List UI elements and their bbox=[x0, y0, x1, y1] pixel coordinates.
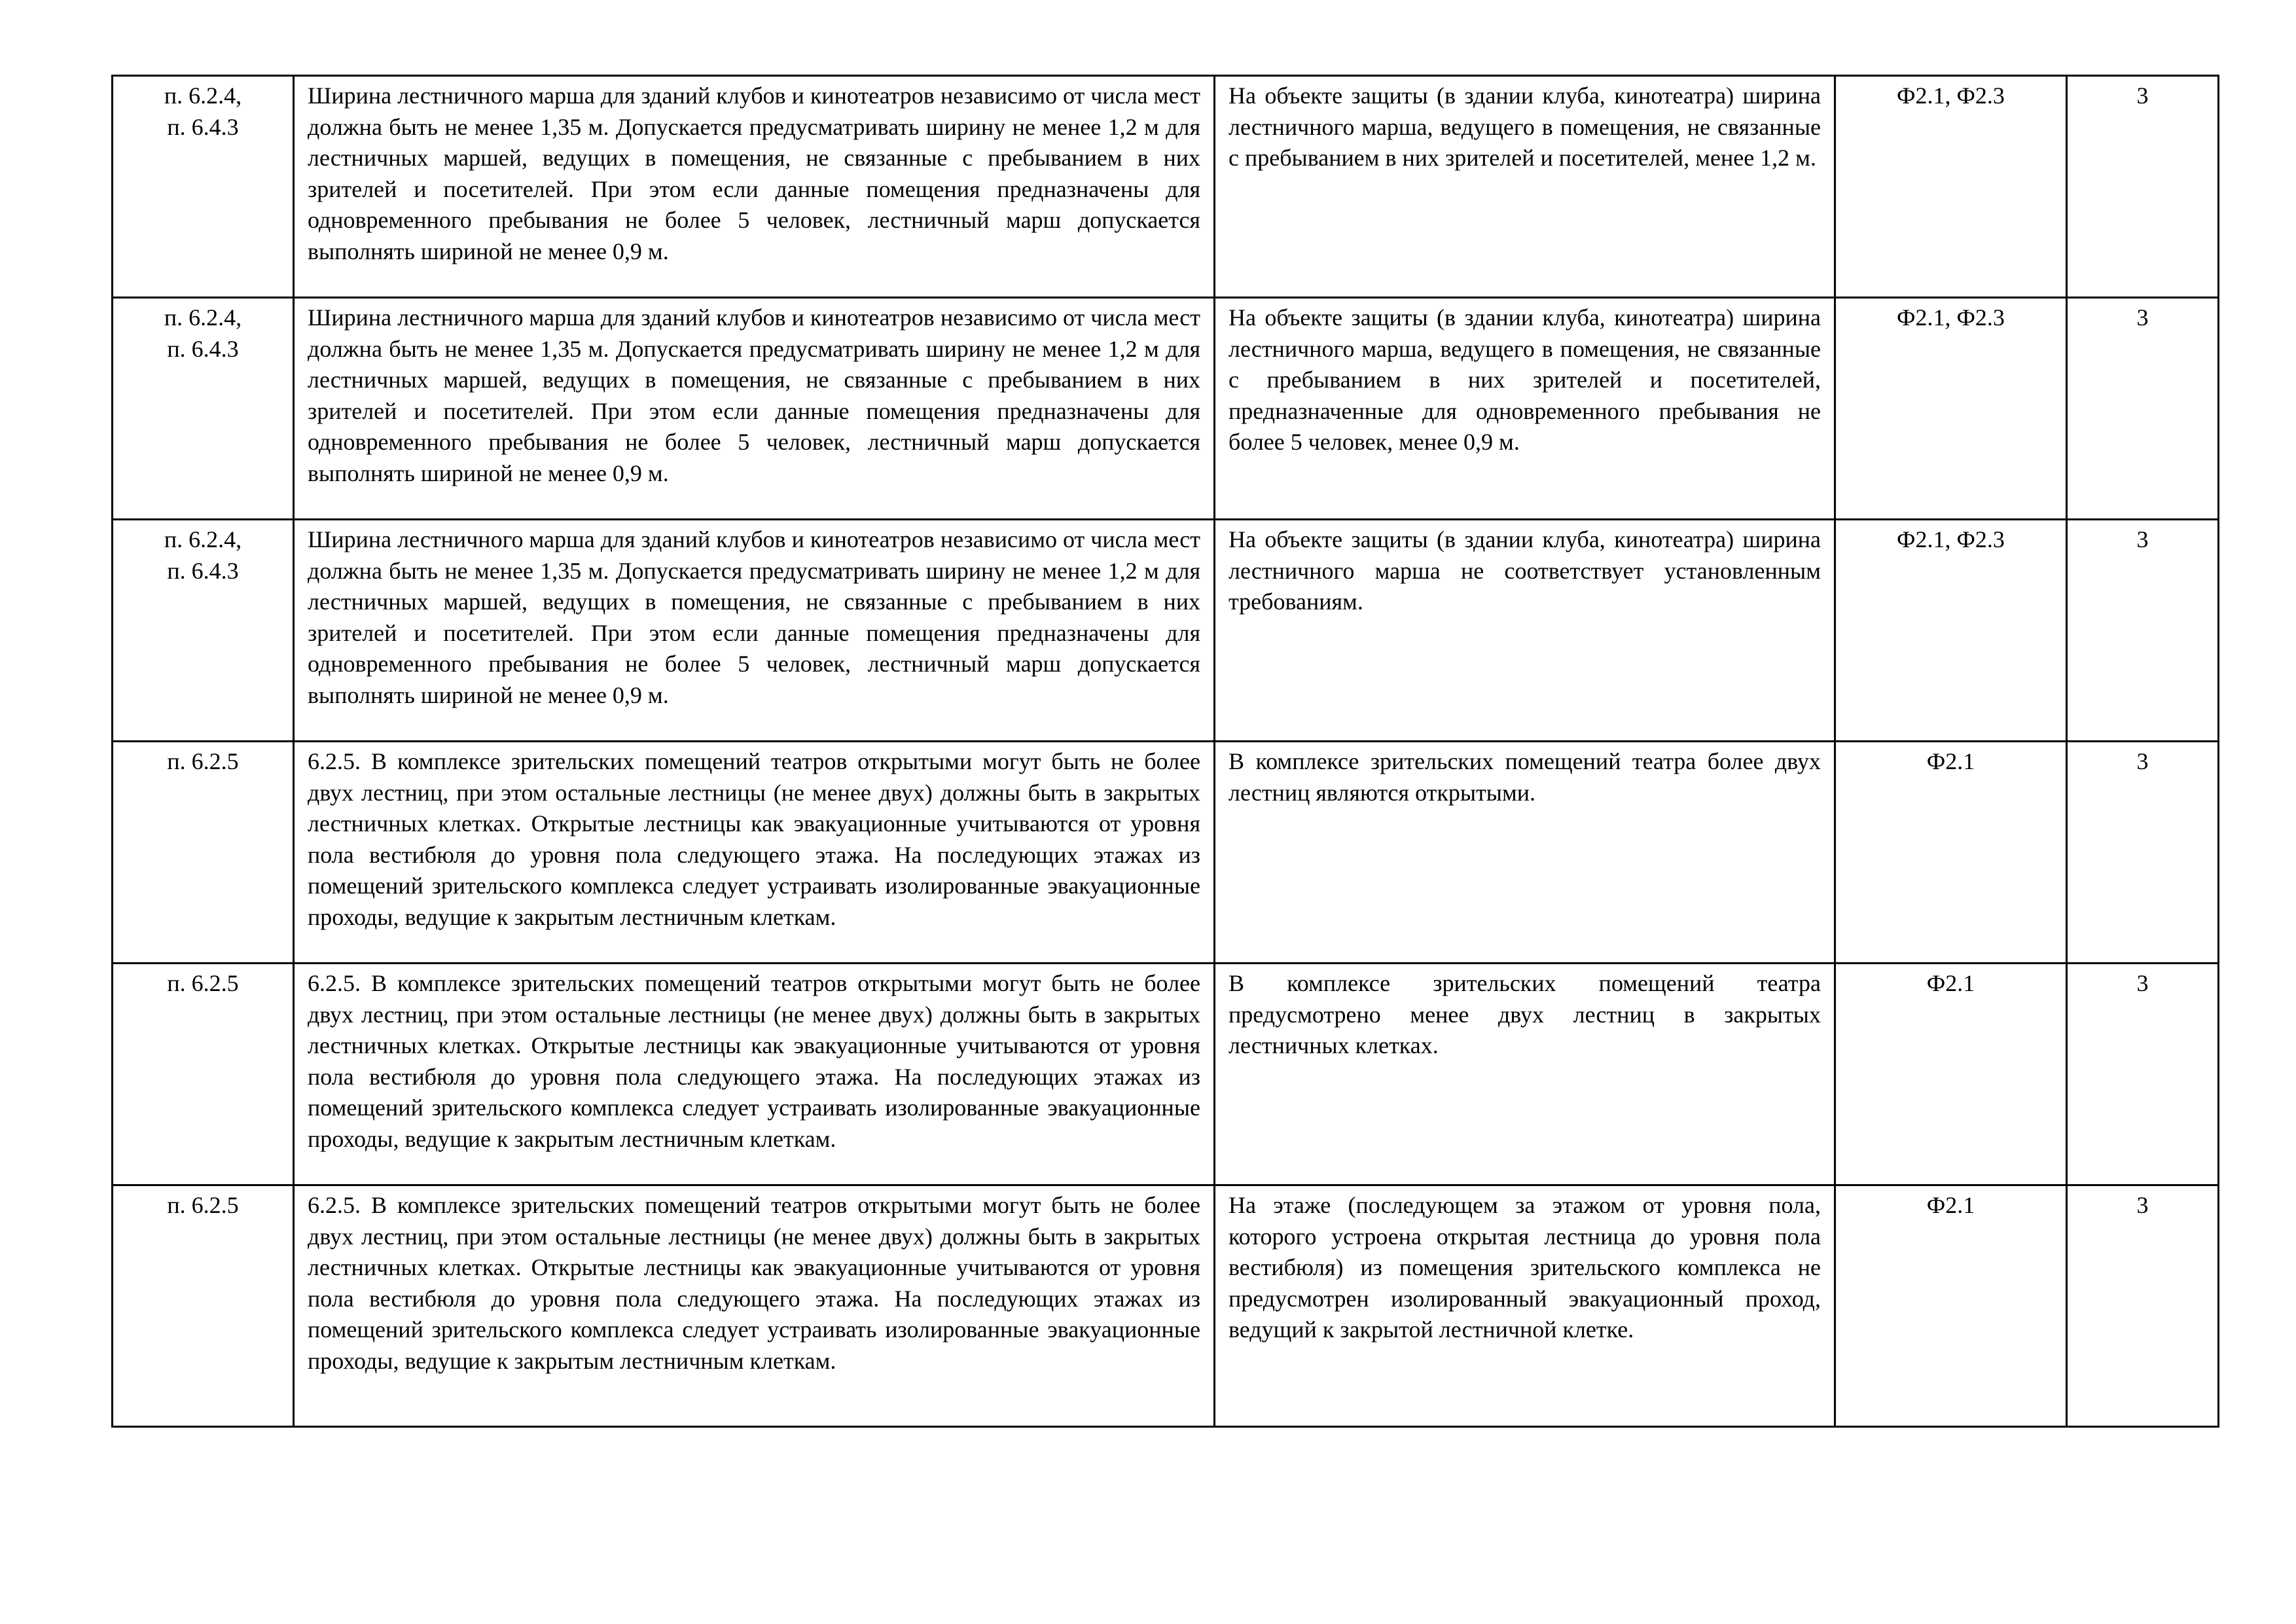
table-row bbox=[113, 1185, 2219, 1427]
requirement-text: 6.2.5. В комплексе зрительских помещений театров открытыми могут быть не более двух лестниц, при этом остальные лестницы (не менее двух) должны быть в закрытых лестничных клетках. Открытые лестницы как эвакуационные учитываются от уровня пола вестибюля до уровня пола следующего этажа. На последующих этажах из помещений зрительского комплекса следует устраивать изолированные эвакуационные проходы, ведущие к закрытым лестничным клеткам. bbox=[308, 970, 1200, 1152]
functional-class-text: Ф2.1 bbox=[1926, 1192, 1975, 1218]
value-text: 3 bbox=[2136, 970, 2149, 996]
requirement-text: 6.2.5. В комплексе зрительских помещений театров открытыми могут быть не более двух лестниц, при этом остальные лестницы (не менее двух) должны быть в закрытых лестничных клетках. Открытые лестницы как эвакуационные учитываются от уровня пола вестибюля до уровня пола следующего этажа. На последующих этажах из помещений зрительского комплекса следует устраивать изолированные эвакуационные проходы, ведущие к закрытым лестничным клеткам. bbox=[308, 748, 1200, 930]
clause-text: п. 6.2.4, п. 6.4.3 bbox=[164, 304, 242, 362]
clause-text: п. 6.2.4, п. 6.4.3 bbox=[164, 526, 242, 584]
clause-text: п. 6.2.4, п. 6.4.3 bbox=[164, 82, 242, 140]
violation-cell bbox=[1215, 298, 1835, 520]
value-cell bbox=[2067, 298, 2219, 520]
value-text: 3 bbox=[2136, 1192, 2149, 1218]
requirement-cell bbox=[294, 520, 1215, 742]
violation-cell bbox=[1215, 76, 1835, 298]
violation-cell bbox=[1215, 520, 1835, 742]
functional-class-cell bbox=[1835, 520, 2067, 742]
value-text: 3 bbox=[2136, 526, 2149, 552]
value-cell bbox=[2067, 520, 2219, 742]
table-row bbox=[113, 76, 2219, 298]
violation-text: В комплексе зрительских помещений театра предусмотрено менее двух лестниц в закрытых лестничных клетках. bbox=[1229, 970, 1821, 1058]
clause-text: п. 6.2.5 bbox=[167, 748, 239, 774]
clause-cell bbox=[113, 298, 294, 520]
requirement-text: 6.2.5. В комплексе зрительских помещений театров открытыми могут быть не более двух лестниц, при этом остальные лестницы (не менее двух) должны быть в закрытых лестничных клетках. Открытые лестницы как эвакуационные учитываются от уровня пола вестибюля до уровня пола следующего этажа. На последующих этажах из помещений зрительского комплекса следует устраивать изолированные эвакуационные проходы, ведущие к закрытым лестничным клеткам. bbox=[308, 1192, 1200, 1374]
functional-class-cell bbox=[1835, 1185, 2067, 1427]
violation-text: На этаже (последующем за этажом от уровня пола, которого устроена открытая лестница до уровня пола вестибюля) из помещения зрительского комплекса не предусмотрен изолированный эвакуационный проход, ведущий к закрытой лестничной клетке. bbox=[1229, 1192, 1821, 1343]
value-text: 3 bbox=[2136, 304, 2149, 331]
value-cell bbox=[2067, 742, 2219, 964]
value-cell bbox=[2067, 1185, 2219, 1427]
requirement-text: Ширина лестничного марша для зданий клубов и кинотеатров независимо от числа мест должна быть не менее 1,35 м. Допускается предусматривать ширину не менее 1,2 м для лестничных маршей, ведущих в помещения, не связанные с пребыванием в них зрителей и посетителей. При этом если данные помещения предназначены для одновременного пребывания не более 5 человек, лестничный марш допускается выполнять шириной не менее 0,9 м. bbox=[308, 526, 1200, 708]
violation-cell bbox=[1215, 964, 1835, 1185]
table-row bbox=[113, 964, 2219, 1185]
violation-text: На объекте защиты (в здании клуба, кинотеатра) ширина лестничного марша не соответствует установленным требованиям. bbox=[1229, 526, 1821, 615]
clause-cell bbox=[113, 76, 294, 298]
value-text: 3 bbox=[2136, 748, 2149, 774]
clause-cell bbox=[113, 742, 294, 964]
functional-class-cell bbox=[1835, 298, 2067, 520]
violation-text: На объекте защиты (в здании клуба, кинотеатра) ширина лестничного марша, ведущего в помещения, не связанные с пребыванием в них зрителей и посетителей, предназначенные для одновременного пребывания не более 5 человек, менее 0,9 м. bbox=[1229, 304, 1821, 455]
clause-cell bbox=[113, 964, 294, 1185]
clause-cell bbox=[113, 520, 294, 742]
requirement-text: Ширина лестничного марша для зданий клубов и кинотеатров независимо от числа мест должна быть не менее 1,35 м. Допускается предусматривать ширину не менее 1,2 м для лестничных маршей, ведущих в помещения, не связанные с пребыванием в них зрителей и посетителей. При этом если данные помещения предназначены для одновременного пребывания не более 5 человек, лестничный марш допускается выполнять шириной не менее 0,9 м. bbox=[308, 82, 1200, 264]
violation-cell bbox=[1215, 742, 1835, 964]
functional-class-cell bbox=[1835, 76, 2067, 298]
violation-text: На объекте защиты (в здании клуба, кинотеатра) ширина лестничного марша, ведущего в помещения, не связанные с пребыванием в них зрителей и посетителей, менее 1,2 м. bbox=[1229, 82, 1821, 171]
table-row bbox=[113, 742, 2219, 964]
clause-text: п. 6.2.5 bbox=[167, 970, 239, 996]
functional-class-text: Ф2.1, Ф2.3 bbox=[1897, 304, 2005, 331]
requirement-cell bbox=[294, 1185, 1215, 1427]
requirement-cell bbox=[294, 298, 1215, 520]
functional-class-text: Ф2.1 bbox=[1926, 970, 1975, 996]
requirement-cell bbox=[294, 964, 1215, 1185]
functional-class-text: Ф2.1, Ф2.3 bbox=[1897, 526, 2005, 552]
value-text: 3 bbox=[2136, 82, 2149, 109]
value-cell bbox=[2067, 76, 2219, 298]
requirement-cell bbox=[294, 76, 1215, 298]
clause-text: п. 6.2.5 bbox=[167, 1192, 239, 1218]
table-row bbox=[113, 298, 2219, 520]
requirement-cell bbox=[294, 742, 1215, 964]
clause-cell bbox=[113, 1185, 294, 1427]
functional-class-cell bbox=[1835, 742, 2067, 964]
violation-text: В комплексе зрительских помещений театра более двух лестниц являются открытыми. bbox=[1229, 748, 1821, 806]
violation-cell bbox=[1215, 1185, 1835, 1427]
functional-class-text: Ф2.1, Ф2.3 bbox=[1897, 82, 2005, 109]
table-row bbox=[113, 520, 2219, 742]
requirement-text: Ширина лестничного марша для зданий клубов и кинотеатров независимо от числа мест должна быть не менее 1,35 м. Допускается предусматривать ширину не менее 1,2 м для лестничных маршей, ведущих в помещения, не связанные с пребыванием в них зрителей и посетителей. При этом если данные помещения предназначены для одновременного пребывания не более 5 человек, лестничный марш допускается выполнять шириной не менее 0,9 м. bbox=[308, 304, 1200, 486]
functional-class-cell bbox=[1835, 964, 2067, 1185]
functional-class-text: Ф2.1 bbox=[1926, 748, 1975, 774]
requirements-table bbox=[111, 75, 2219, 1428]
value-cell bbox=[2067, 964, 2219, 1185]
